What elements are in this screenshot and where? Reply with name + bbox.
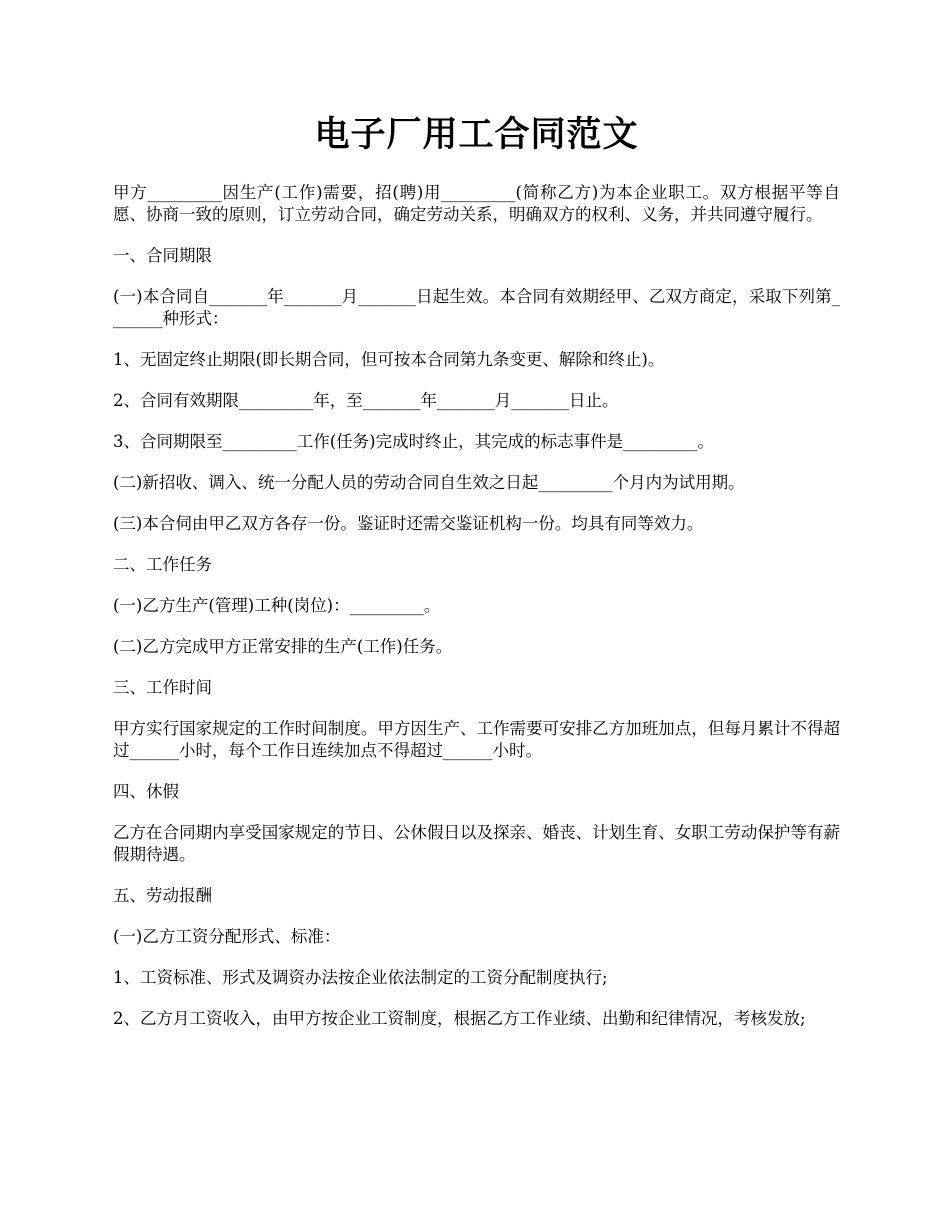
clause-task-term: 3、合同期限至_________工作(任务)完成时终止，其完成的标志事件是_________。: [113, 432, 714, 451]
clause-monthly-income: 2、乙方月工资收入，由甲方按企业工资制度，根据乙方工作业绩、出勤和纪律情况，考核发放;: [113, 1009, 806, 1028]
document-title: 电子厂用工合同范文: [314, 114, 639, 155]
clause-probation: (二)新招收、调入、统一分配人员的劳动合同自生效之日起_________个月内为试用期。: [113, 473, 745, 492]
section-heading-leave: 四、休假: [113, 782, 179, 801]
document-page: [113, 110, 840, 1049]
section-heading-hours: 三、工作时间: [113, 678, 212, 697]
intro-paragraph: 甲方_________因生产(工作)需要，招(聘)用_________(简称乙方)为本企业职工。双方根据平等自愿、协商一致的原则，订立劳动合同，确定劳动关系，明确双方的权利、义务，并共同遵守履行。: [113, 183, 840, 224]
section-heading-term: 一、合同期限: [113, 246, 212, 265]
clause-effective-date: (一)本合同自_______年_______月_______日起生效。本合同有效期经甲、乙双方商定，采取下列第_______种形式：: [113, 287, 840, 328]
clause-working-hours: 甲方实行国家规定的工作时间制度。甲方因生产、工作需要可安排乙方加班加点，但每月累计不得超过______小时，每个工作日连续加点不得超过______小时。: [113, 719, 840, 760]
clause-fixed-term: 2、合同有效期限_________年，至_______年_______月_______日止。: [113, 391, 619, 410]
clause-position: (一)乙方生产(管理)工种(岗位)：_________。: [113, 596, 441, 615]
section-heading-pay: 五、劳动报酬: [113, 886, 212, 905]
clause-no-fixed-term: 1、无固定终止期限(即长期合同，但可按本合同第九条变更、解除和终止)。: [113, 350, 665, 369]
clause-leave: 乙方在合同期内享受国家规定的节日、公休假日以及探亲、婚丧、计划生育、女职工劳动保护等有薪假期待遇。: [113, 823, 840, 864]
clause-complete-tasks: (二)乙方完成甲方正常安排的生产(工作)任务。: [113, 637, 453, 656]
clause-copies: (三)本合伺由甲乙双方各存一份。鉴证时还需交鉴证机构一份。均具有同等效力。: [113, 514, 704, 533]
clause-pay-standard: 1、工资标准、形式及调资办法按企业依法制定的工资分配制度执行;: [113, 968, 608, 987]
clause-pay-form: (一)乙方工资分配形式、标准：: [113, 927, 341, 946]
section-heading-tasks: 二、工作任务: [113, 555, 212, 574]
